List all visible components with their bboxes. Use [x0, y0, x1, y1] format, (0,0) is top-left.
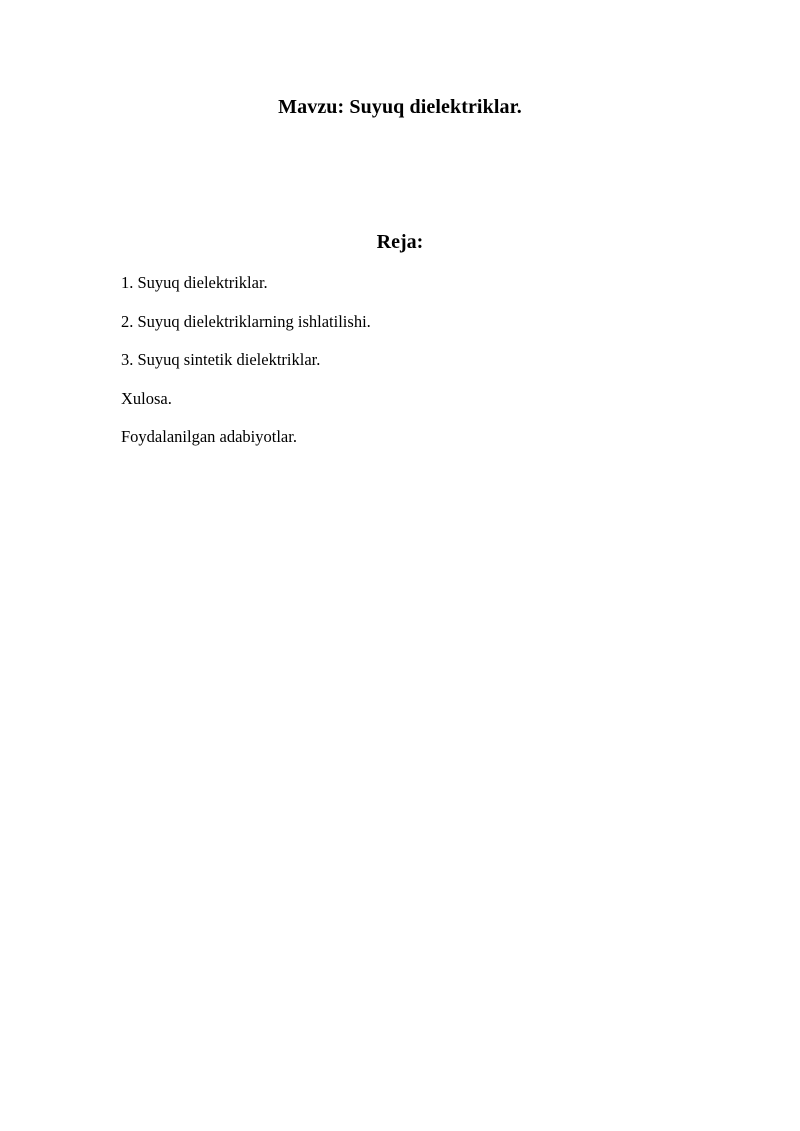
page-title: Mavzu: Suyuq dielektriklar. [278, 96, 522, 118]
list-item: 2. Suyuq dielektriklarning ishlatilishi. [121, 311, 371, 331]
list-item: 3. Suyuq sintetik dielektriklar. [121, 350, 321, 369]
list-item: 1. Suyuq dielektriklar. [121, 273, 268, 292]
section-heading-reja: Reja: [376, 231, 424, 253]
list-item: Foydalanilgan adabiyotlar. [121, 427, 297, 446]
list-item: Xulosa. [121, 388, 172, 408]
table-of-contents [80, 254, 720, 446]
